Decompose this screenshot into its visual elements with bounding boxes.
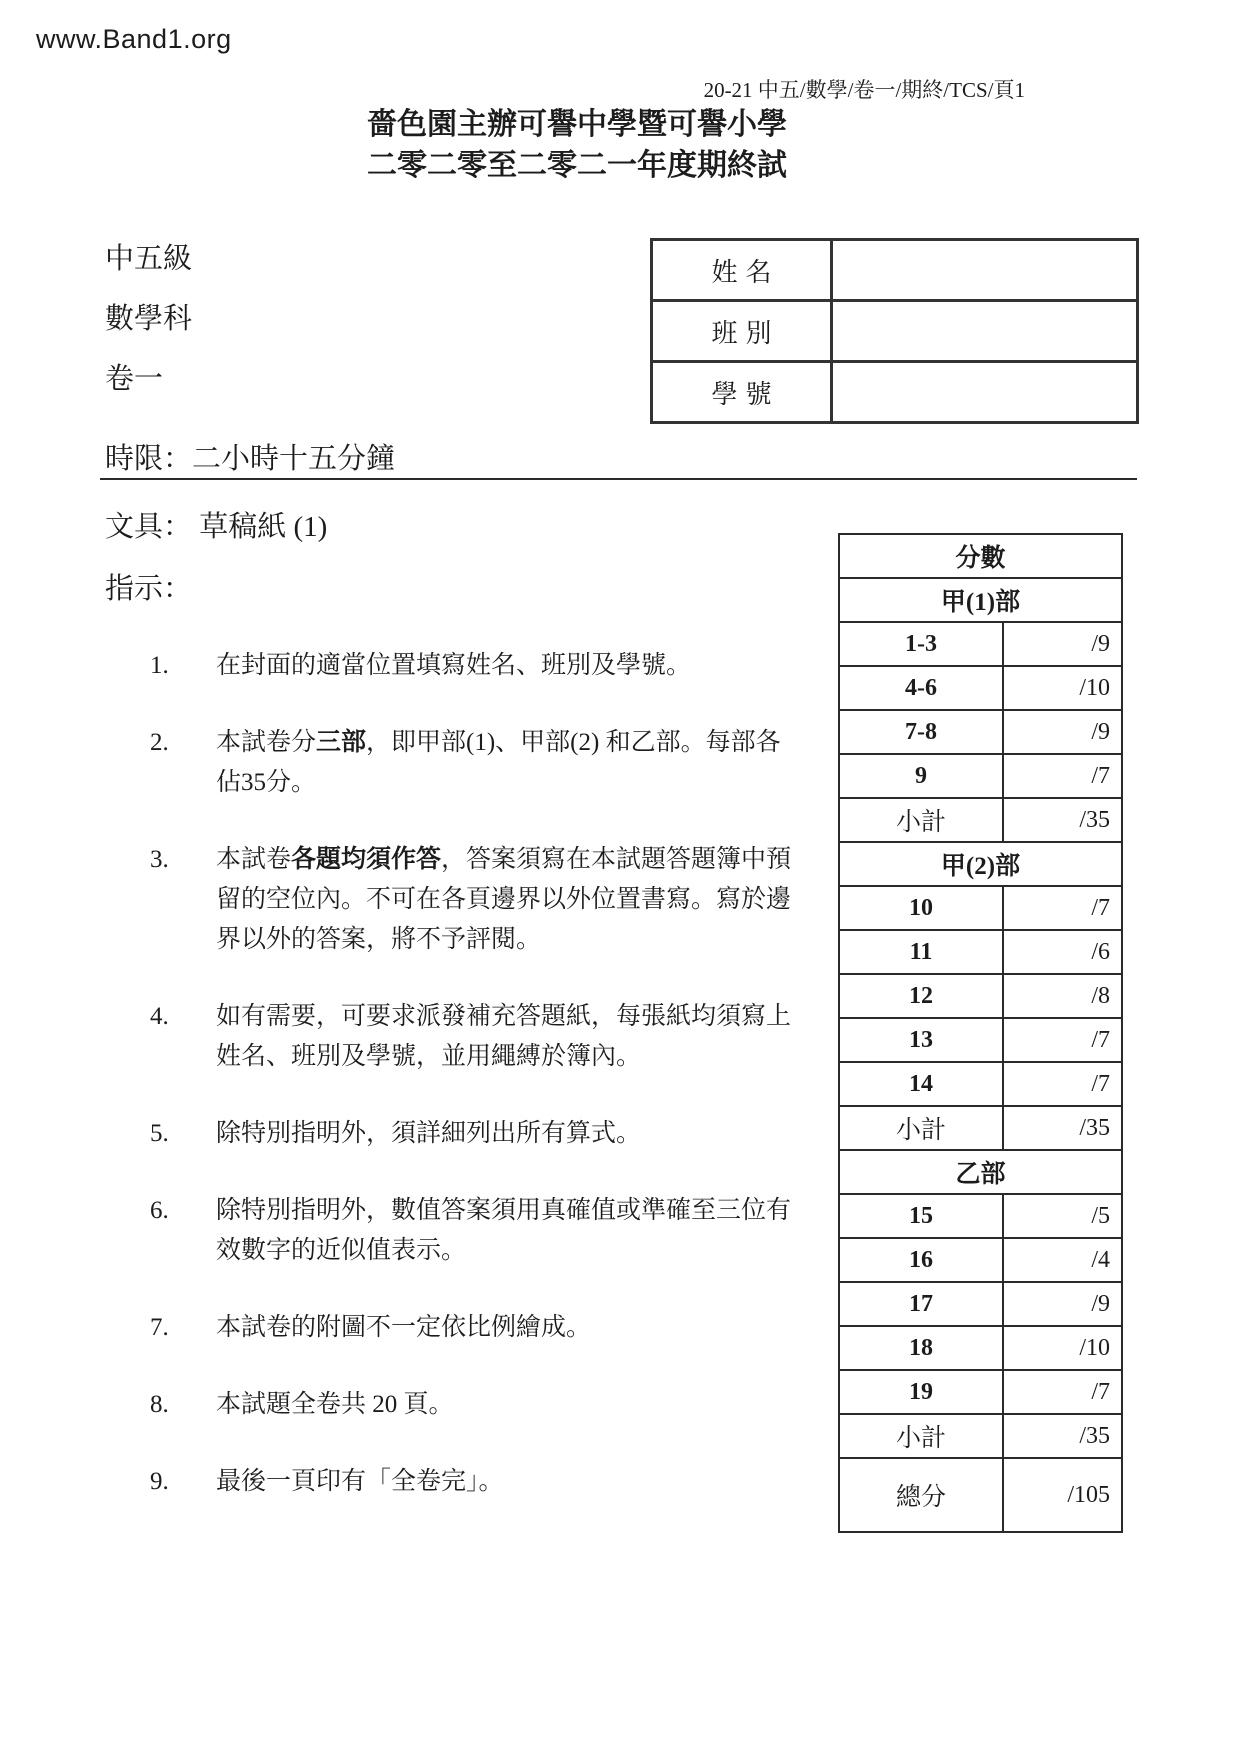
score-row-total [839,1458,1122,1532]
instruction-item [150,840,810,960]
score-row-max-marks: /35 [1003,798,1122,842]
score-row-max-marks: /9 [1003,1282,1122,1326]
score-row-max-marks: /7 [1003,754,1122,798]
score-row-label: 7-8 [839,710,1003,754]
instruction-item [150,1114,810,1154]
score-row-max-marks: /7 [1003,886,1122,930]
score-row-label: 小計 [839,798,1003,842]
score-row-subtotal [839,798,1122,842]
instruction-text: 本試卷的附圖不一定依比例繪成。 [216,1314,592,1341]
instruction-text: 除特別指明外，數值答案須用真確值或準確至三位有效數字的近似值表示。 [216,1197,792,1264]
paper-reference-code: 20-21 中五/數學/卷一/期終/TCS/頁1 [703,78,1025,102]
score-row-max-marks: /9 [1003,710,1122,754]
score-row-label: 總分 [839,1458,1003,1532]
score-section-header: 乙部 [839,1150,1122,1194]
score-section-header-row [839,842,1122,886]
stationery-text: 文具： 草稿紙 (1) [105,511,328,543]
score-row-max-marks: /105 [1003,1458,1122,1532]
score-row-question [839,1238,1122,1282]
horizontal-divider [100,478,1137,480]
student-name-field [832,240,1138,301]
instruction-item [150,997,810,1077]
instruction-text: 本試題全卷共 20 頁。 [216,1391,454,1418]
instruction-text: 本試卷分三部，即甲部(1)、甲部(2) 和乙部。每部各佔35分。 [216,729,781,796]
score-row-question [839,1282,1122,1326]
instruction-bold-text: 三部 [316,729,367,756]
instruction-text: 如有需要，可要求派發補充答題紙，每張紙均須寫上姓名、班別及學號，並用繩縛於簿內。 [216,1003,792,1070]
score-row-question [839,710,1122,754]
score-row-max-marks: /6 [1003,930,1122,974]
score-row-label: 1-3 [839,622,1003,666]
score-row-max-marks: /7 [1003,1062,1122,1106]
score-row-label: 9 [839,754,1003,798]
instruction-number: 2. [150,729,169,756]
watermark-url: www.Band1.org [36,24,232,54]
score-row-label: 16 [839,1238,1003,1282]
instruction-number: 8. [150,1391,169,1418]
instructions-heading: 指示： [105,573,193,605]
score-row-question [839,1062,1122,1106]
score-row-label: 10 [839,886,1003,930]
instruction-item [150,1385,810,1425]
score-row-label: 小計 [839,1106,1003,1150]
score-table [838,533,1123,1533]
score-row-max-marks: /8 [1003,974,1122,1018]
instruction-number: 3. [150,846,169,873]
student-class-field [832,301,1138,362]
score-row-question [839,754,1122,798]
score-row-subtotal [839,1414,1122,1458]
instruction-item [150,1308,810,1348]
instruction-text: 本試卷各題均須作答，答案須寫在本試題答題簿中預留的空位內。不可在各頁邊界以外位置書寫。寫於邊界以外的答案，將不予評閱。 [216,846,792,953]
student-number-label: 學號 [652,362,832,423]
score-row-label: 13 [839,1018,1003,1062]
score-row-question [839,1018,1122,1062]
instruction-text: 在封面的適當位置填寫姓名、班別及學號。 [216,652,692,679]
instruction-text: 最後一頁印有「全卷完」。 [216,1468,504,1495]
paper-number-label: 卷一 [105,363,164,395]
score-row-question [839,666,1122,710]
instruction-number: 6. [150,1197,169,1224]
score-row-max-marks: /7 [1003,1018,1122,1062]
score-row-question [839,622,1122,666]
score-table-title-row [839,534,1122,578]
score-row-max-marks: /10 [1003,666,1122,710]
score-row-question [839,1370,1122,1414]
score-row-label: 11 [839,930,1003,974]
student-class-row [652,301,1138,362]
score-row-label: 17 [839,1282,1003,1326]
instruction-bold-text: 各題均須作答 [291,846,442,873]
score-row-max-marks: /10 [1003,1326,1122,1370]
score-table-body [839,534,1122,1532]
score-row-label: 12 [839,974,1003,1018]
instruction-item [150,1462,810,1502]
instruction-item [150,646,810,686]
score-row-max-marks: /5 [1003,1194,1122,1238]
score-row-question [839,974,1122,1018]
score-row-max-marks: /9 [1003,622,1122,666]
instruction-number: 9. [150,1468,169,1495]
score-row-label: 19 [839,1370,1003,1414]
student-info-table [650,238,1139,424]
score-row-max-marks: /4 [1003,1238,1122,1282]
instruction-number: 5. [150,1120,169,1147]
score-row-question [839,1326,1122,1370]
score-row-question [839,886,1122,930]
instructions-list [150,646,810,1539]
instruction-text: 除特別指明外，須詳細列出所有算式。 [216,1120,642,1147]
score-section-header: 甲(1)部 [839,578,1122,622]
instruction-item [150,1191,810,1271]
instruction-number: 7. [150,1314,169,1341]
student-number-row [652,362,1138,423]
instruction-item [150,723,810,803]
score-row-max-marks: /35 [1003,1106,1122,1150]
student-number-field [832,362,1138,423]
time-limit-text: 時限：二小時十五分鐘 [105,443,396,475]
score-row-max-marks: /35 [1003,1414,1122,1458]
score-row-label: 14 [839,1062,1003,1106]
score-section-header: 甲(2)部 [839,842,1122,886]
score-section-header-row [839,1150,1122,1194]
score-row-label: 小計 [839,1414,1003,1458]
student-name-label: 姓名 [652,240,832,301]
school-name-title: 嗇色園主辦可譽中學暨可譽小學 [367,108,787,141]
subject-label: 數學科 [105,303,193,335]
document-title [0,104,1154,186]
score-row-subtotal [839,1106,1122,1150]
score-row-question [839,1194,1122,1238]
score-row-max-marks: /7 [1003,1370,1122,1414]
score-row-label: 4-6 [839,666,1003,710]
student-name-row [652,240,1138,301]
exam-year-title: 二零二零至二零二一年度期終試 [367,149,787,182]
score-section-header-row [839,578,1122,622]
student-class-label: 班別 [652,301,832,362]
score-row-label: 18 [839,1326,1003,1370]
grade-label: 中五級 [105,243,193,275]
score-row-question [839,930,1122,974]
score-row-label: 15 [839,1194,1003,1238]
instruction-number: 1. [150,652,169,679]
score-table-title: 分數 [839,534,1122,578]
instruction-number: 4. [150,1003,169,1030]
